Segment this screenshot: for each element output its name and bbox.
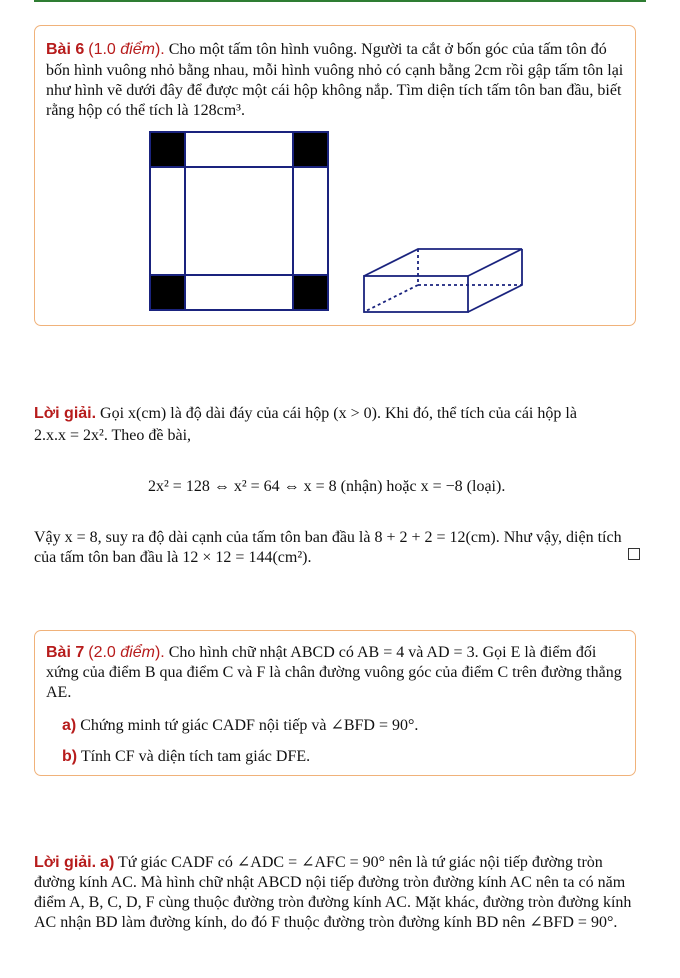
part-a-text: Chứng minh tứ giác CADF nội tiếp và ∠BFD = 90°.: [80, 717, 419, 734]
solution-6-label: Lời giải.: [34, 405, 97, 422]
corner-square-bottom-right: [293, 275, 328, 310]
problem-7-text-2: xứng của điểm B qua điểm C và F là chân đường vuông góc của điểm C trên đường thẳng: [46, 664, 622, 681]
box-hidden-edges: [364, 249, 418, 312]
solution-7-label: Lời giải.: [34, 854, 97, 871]
problem-6-text-3: như hình vẽ dưới đây để được một cái hộp không nắp. Tìm diện tích tấm tôn ban đầu, biết: [46, 82, 622, 99]
problem-7-part-b: [62, 747, 310, 767]
solution-6-equation: 2x² = 128 ⇔ x² = 64 ⇔ x = 8 (nhận) hoặc x = −8 (loại).: [148, 478, 506, 495]
solution-7-part-label: a): [100, 854, 115, 871]
qed-square: [628, 548, 640, 560]
corner-square-top-left: [150, 132, 185, 167]
problem-6-text-2: bốn hình vuông nhỏ bằng nhau, mỗi hình vuông nhỏ có cạnh bằng 2cm rồi gập tấm tôn lại: [46, 62, 624, 79]
solution-6-text-2: 2.x.x = 2x². Theo đề bài,: [34, 427, 192, 444]
solution-6-conclusion-2: của tấm tôn ban đầu là 12 × 12 = 144(cm²).: [34, 549, 312, 566]
top-rule: [34, 0, 646, 2]
corner-square-bottom-left: [150, 275, 185, 310]
corner-square-top-right: [293, 132, 328, 167]
problem-7-points: (2.0 điểm).: [88, 644, 165, 661]
box-figure: [358, 246, 528, 316]
problem-6-line-1: [46, 40, 607, 60]
part-b-label: b): [62, 748, 78, 765]
solution-7-text-1: Tứ giác CADF có ∠ADC = ∠AFC = 90° nên là tứ giác nội tiếp đường tròn: [118, 854, 603, 871]
part-b-text: Tính CF và diện tích tam giác DFE.: [80, 748, 311, 765]
solution-7-text-3: điểm A, B, C, D, F cùng thuộc đường tròn đường kính AC. Mặt khác, đường tròn đường kính: [34, 894, 632, 911]
problem-7-text-3: AE.: [46, 684, 72, 701]
solution-7-text-2: đường kính AC. Mà hình chữ nhật ABCD nội tiếp đường tròn đường kính AC nên ta có năm: [34, 874, 626, 891]
box-right-edges: [468, 249, 522, 312]
box-front-face: [364, 276, 468, 312]
problem-7-text-1: Cho hình chữ nhật ABCD có AB = 4 và AD = 3. Gọi E là điểm đối: [168, 644, 597, 661]
solution-6-conclusion-1: Vậy x = 8, suy ra độ dài cạnh của tấm tôn ban đầu là 8 + 2 + 2 = 12(cm). Như vậy, diện tích: [34, 529, 622, 546]
problem-7-title: Bài 7: [46, 644, 85, 661]
problem-7-line-1: [46, 643, 596, 663]
problem-6-points: (1.0 điểm).: [88, 41, 165, 58]
part-a-label: a): [62, 717, 77, 734]
problem-6-text-1: Cho một tấm tôn hình vuông. Người ta cắt ở bốn góc của tấm tôn đó: [168, 41, 607, 58]
problem-7-part-a: [62, 716, 418, 736]
solution-7-line-1: [34, 853, 603, 873]
sheet-figure: [148, 130, 332, 314]
solution-7-text-4: AC nhận BD làm đường kính, do đó F thuộc đường tròn đường kính BD nên ∠BFD = 90°.: [34, 914, 618, 931]
problem-6-title: Bài 6: [46, 41, 85, 58]
solution-6-text-1: Gọi x(cm) là độ dài đáy của cái hộp (x > 0). Khi đó, thể tích của cái hộp là: [100, 405, 577, 422]
problem-6-text-4: rằng hộp có thể tích là 128cm³.: [46, 102, 245, 119]
solution-6-line-1: [34, 404, 577, 424]
box-top-edges: [364, 249, 522, 276]
